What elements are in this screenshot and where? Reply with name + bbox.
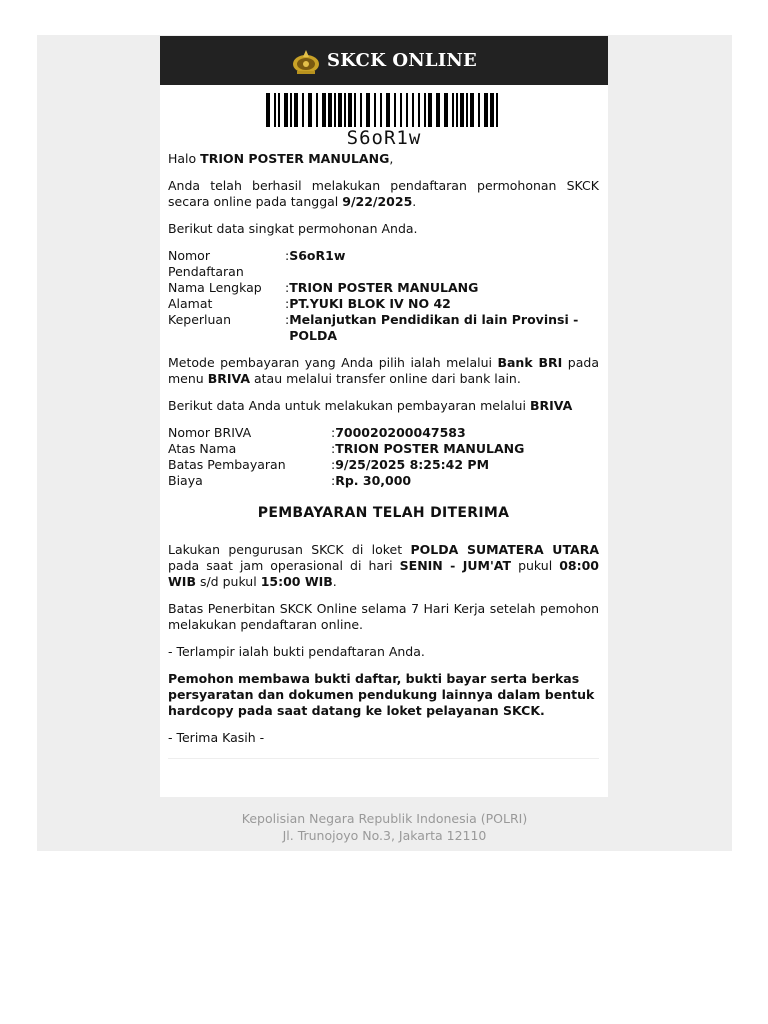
bring-documents-note: Pemohon membawa bukti daftar, bukti bayar serta berkas persyaratan dan dokumen pendukung lainnya dalam bentuk hardcopy pada saat datang ke loket pelayanan SKCK. [168,671,595,718]
barcode-bar [294,93,298,127]
registration-date: 9/22/2025 [342,194,413,209]
barcode-bar [290,93,292,127]
payment-method-paragraph: Metode pembayaran yang Anda pilih ialah melalui Bank BRI pada menu BRIVA atau melalui transfer online dari bank lain. [168,355,599,386]
barcode-bar [274,93,276,127]
brand-title: SKCK ONLINE [327,50,477,71]
barcode-bar [428,93,432,127]
registration-label: Keperluan [168,312,232,327]
briva-intro: Berikut data Anda untuk melakukan pembayaran melalui BRIVA [168,398,573,413]
barcode-bar [460,93,464,127]
barcode-bar [374,93,376,127]
barcode-bar [406,93,408,127]
summary-intro: Berikut data singkat permohonan Anda. [168,221,418,236]
applicant-name: TRION POSTER MANULANG [200,151,390,166]
barcode-bar [328,93,332,127]
registration-value: : S6oR1w [285,248,346,263]
payment-status-title: PEMBAYARAN TELAH DITERIMA [257,505,510,521]
briva-value: : TRION POSTER MANULANG [331,441,525,456]
briva-label: Batas Pembayaran [168,457,286,472]
email-background [37,35,732,851]
footer [37,810,732,844]
registration-value: : PT.YUKI BLOK IV NO 42 [285,296,451,311]
barcode-bar [366,93,370,127]
registration-table [168,248,599,344]
barcode-bar [308,93,312,127]
barcode-bar [316,93,318,127]
barcode-bar [266,93,270,127]
closing-text: - Terima Kasih - [168,730,265,745]
briva-value: : 9/25/2025 8:25:42 PM [331,457,490,472]
registration-label: Nomor Pendaftaran [168,248,244,279]
barcode [160,93,608,151]
barcode-text: S6oR1w [346,127,422,149]
registration-label: Alamat [168,296,213,311]
police-emblem-icon [291,47,321,75]
briva-label: Biaya [168,473,203,488]
barcode-bar [334,93,336,127]
barcode-bar [456,93,458,127]
registration-value: : Melanjutkan Pendidikan di lain Provinsi - POLDA [285,312,579,343]
attachment-note: - Terlampir ialah bukti pendaftaran Anda. [168,644,425,659]
barcode-bar [418,93,420,127]
barcode-bar [354,93,356,127]
greeting: Halo TRION POSTER MANULANG, [168,151,394,166]
intro-paragraph: Anda telah berhasil melakukan pendaftaran permohonan SKCK secara online pada tanggal 9/22/2025. [168,178,599,209]
barcode-bar [302,93,304,127]
barcode-bar [338,93,342,127]
footer-address: Jl. Trunojoyo No.3, Jakarta 12110 [282,828,487,843]
barcode-bar [444,93,448,127]
briva-label: Nomor BRIVA [168,425,252,440]
barcode-bar [360,93,362,127]
briva-table [168,425,599,489]
deadline-note: Batas Penerbitan SKCK Online selama 7 Hari Kerja setelah pemohon melakukan pendaftaran online. [168,601,599,632]
footer-org: Kepolisian Negara Republik Indonesia (POLRI) [241,811,528,826]
email-card [160,36,608,797]
divider [168,758,599,759]
briva-value: : Rp. 30,000 [331,473,412,488]
barcode-bar [400,93,402,127]
barcode-bar [436,93,440,127]
header-banner [160,36,608,85]
barcode-bar [412,93,414,127]
barcode-bars [264,93,504,127]
barcode-bar [394,93,396,127]
barcode-bar [424,93,426,127]
registration-label: Nama Lengkap [168,280,262,295]
barcode-bar [470,93,474,127]
barcode-bar [322,93,326,127]
barcode-bar [484,93,488,127]
registration-value: : TRION POSTER MANULANG [285,280,479,295]
instruction-paragraph: Lakukan pengurusan SKCK di loket POLDA SUMATERA UTARA pada saat jam operasional di hari SENIN - JUM'AT pukul 08:00 WIB s/d pukul 15:00 WIB. [168,542,599,589]
barcode-bar [452,93,454,127]
briva-label: Atas Nama [168,441,237,456]
barcode-bar [284,93,288,127]
barcode-bar [278,93,280,127]
barcode-bar [496,93,498,127]
barcode-bar [490,93,494,127]
barcode-bar [386,93,390,127]
barcode-bar [466,93,468,127]
barcode-bar [478,93,480,127]
barcode-bar [348,93,352,127]
briva-value: : 700020200047583 [331,425,466,440]
barcode-bar [344,93,346,127]
barcode-bar [380,93,382,127]
email-body [160,151,608,759]
